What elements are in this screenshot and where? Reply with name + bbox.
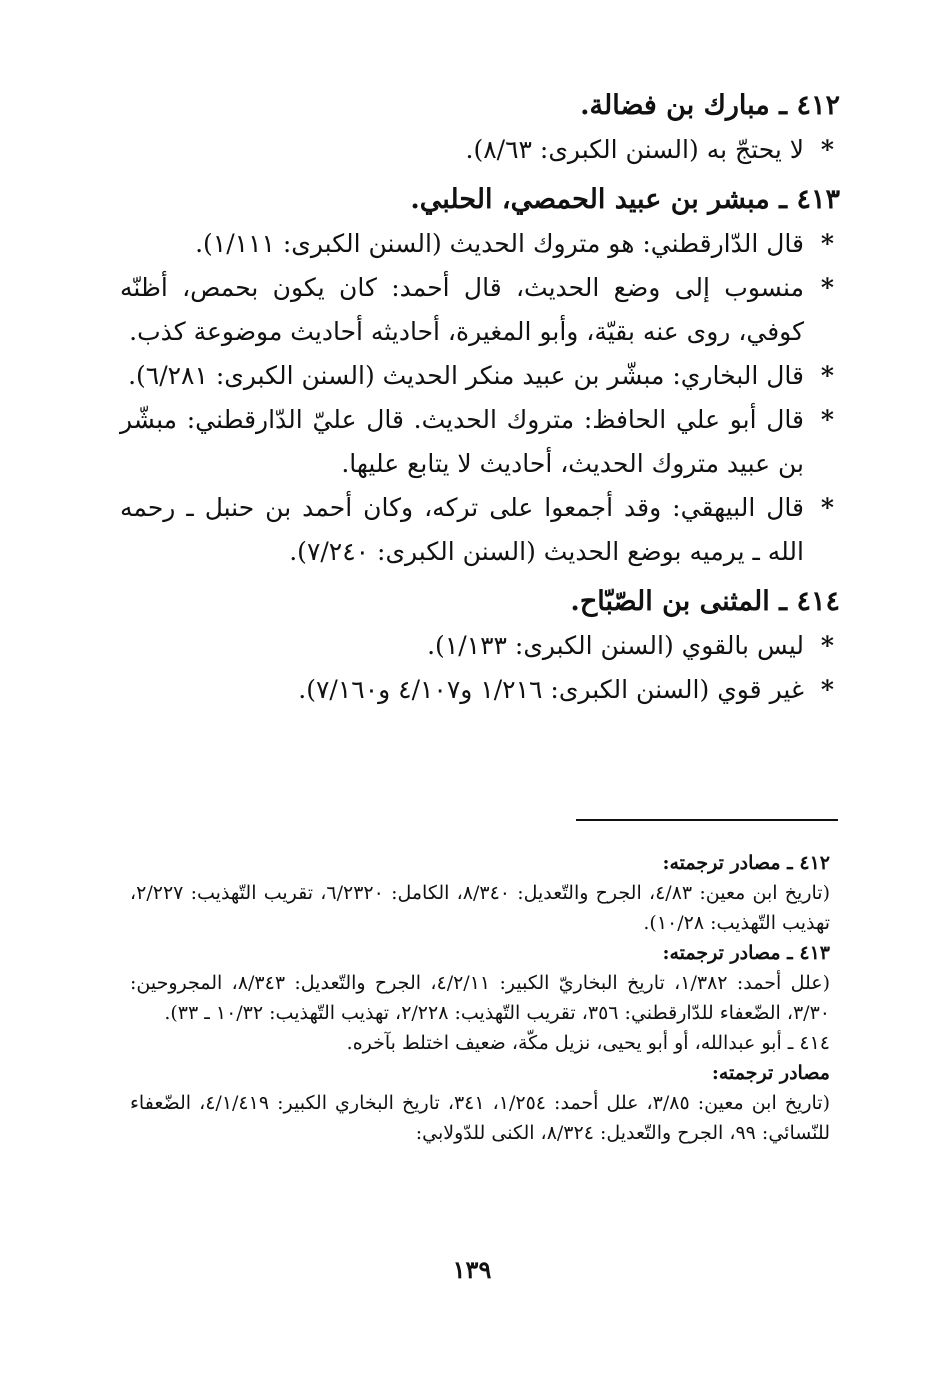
entry-413-item-2 bbox=[120, 266, 840, 354]
footnote-413-heading: ٤١٣ ـ مصادر ترجمته: bbox=[662, 942, 830, 964]
entry-heading-414: ٤١٤ ـ المثنى بن الصّبّاح. bbox=[570, 586, 840, 617]
entry-413-item-4 bbox=[120, 398, 840, 486]
item-text: ليس بالقوي (السنن الكبرى: ١/١٣٣). bbox=[427, 631, 804, 660]
footnote-413-body: (علل أحمد: ١/٣٨٢، تاريخ البخاريّ الكبير: ٤/٢/١١، الجرح والتّعديل: ٨/٣٤٣، المجروحين: ٣/٣٠، الضّعفاء للدّارقطني: ٣٥٦، تقريب التّهذيب: ٢/٢٢٨، تهذيب التّهذيب: ١٠/٣٢ ـ ٣٣). bbox=[130, 972, 831, 1024]
entry-414-item-2 bbox=[120, 668, 840, 712]
item-text: قال الدّارقطني: هو متروك الحديث (السنن الكبرى: ١/١١١). bbox=[195, 229, 804, 258]
bullet-star-icon: * bbox=[820, 361, 834, 390]
item-text: قال أبو علي الحافظ: متروك الحديث. قال عليّ الدّارقطني: مبشّر بن عبيد متروك الحديث، أحاديث لا يتابع عليها. bbox=[120, 405, 804, 478]
entry-413-item-1 bbox=[120, 222, 840, 266]
bullet-star-icon: * bbox=[820, 405, 834, 434]
main-text bbox=[120, 84, 840, 712]
entry-heading-412: ٤١٢ ـ مبارك بن فضالة. bbox=[580, 90, 840, 121]
entry-413-item-3 bbox=[120, 354, 840, 398]
footnote-414-body: (تاريخ ابن معين: ٣/٨٥، علل أحمد: ١/٢٥٤، ٣٤١، تاريخ البخاري الكبير: ٤/١/٤١٩، الضّعفاء للنّسائي: ٩٩، الجرح والتّعديل: ٨/٣٢٤، الكنى للدّولابي: bbox=[130, 1092, 830, 1144]
footnote-412-heading: ٤١٢ ـ مصادر ترجمته: bbox=[662, 852, 830, 874]
item-text: غير قوي (السنن الكبرى: ١/٢١٦ و٤/١٠٧ و٧/١٦٠). bbox=[298, 675, 804, 704]
item-text: قال البخاري: مبشّر بن عبيد منكر الحديث (السنن الكبرى: ٦/٢٨١). bbox=[128, 361, 804, 390]
bullet-star-icon: * bbox=[820, 135, 834, 164]
item-text: قال البيهقي: وقد أجمعوا على تركه، وكان أحمد بن حنبل ـ رحمه الله ـ يرميه بوضع الحديث (السنن الكبرى: ٧/٢٤٠). bbox=[120, 493, 804, 566]
item-text: منسوب إلى وضع الحديث، قال أحمد: كان يكون بحمص، أظنّه كوفي، روى عنه بقيّة، وأبو المغيرة، أحاديثه أحاديث موضوعة كذب. bbox=[120, 273, 804, 346]
footnotes bbox=[130, 848, 830, 1148]
footnote-414-line: ٤١٤ ـ أبو عبدالله، أو أبو يحيى، نزيل مكّة، ضعيف اختلط بآخره. bbox=[346, 1032, 830, 1054]
entry-412-item-1 bbox=[120, 128, 840, 172]
entry-413-item-5 bbox=[120, 486, 840, 574]
entry-heading-413: ٤١٣ ـ مبشر بن عبيد الحمصي، الحلبي. bbox=[410, 184, 840, 215]
bullet-star-icon: * bbox=[820, 273, 834, 302]
footnote-412-body: (تاريخ ابن معين: ٤/٨٣، الجرح والتّعديل: ٨/٣٤٠، الكامل: ٦/٢٣٢٠، تقريب التّهذيب: ٢/٢٢٧، تهذيب التّهذيب: ١٠/٢٨). bbox=[130, 882, 830, 934]
bullet-star-icon: * bbox=[820, 229, 834, 258]
page-number: ١٣٩ bbox=[452, 1255, 492, 1284]
footnote-divider bbox=[576, 819, 838, 821]
bullet-star-icon: * bbox=[820, 493, 834, 522]
footnote-414-heading: مصادر ترجمته: bbox=[711, 1062, 830, 1084]
bullet-star-icon: * bbox=[820, 631, 834, 660]
entry-414-item-1 bbox=[120, 624, 840, 668]
item-text: لا يحتجّ به (السنن الكبرى: ٨/٦٣). bbox=[465, 135, 804, 164]
bullet-star-icon: * bbox=[820, 675, 834, 704]
